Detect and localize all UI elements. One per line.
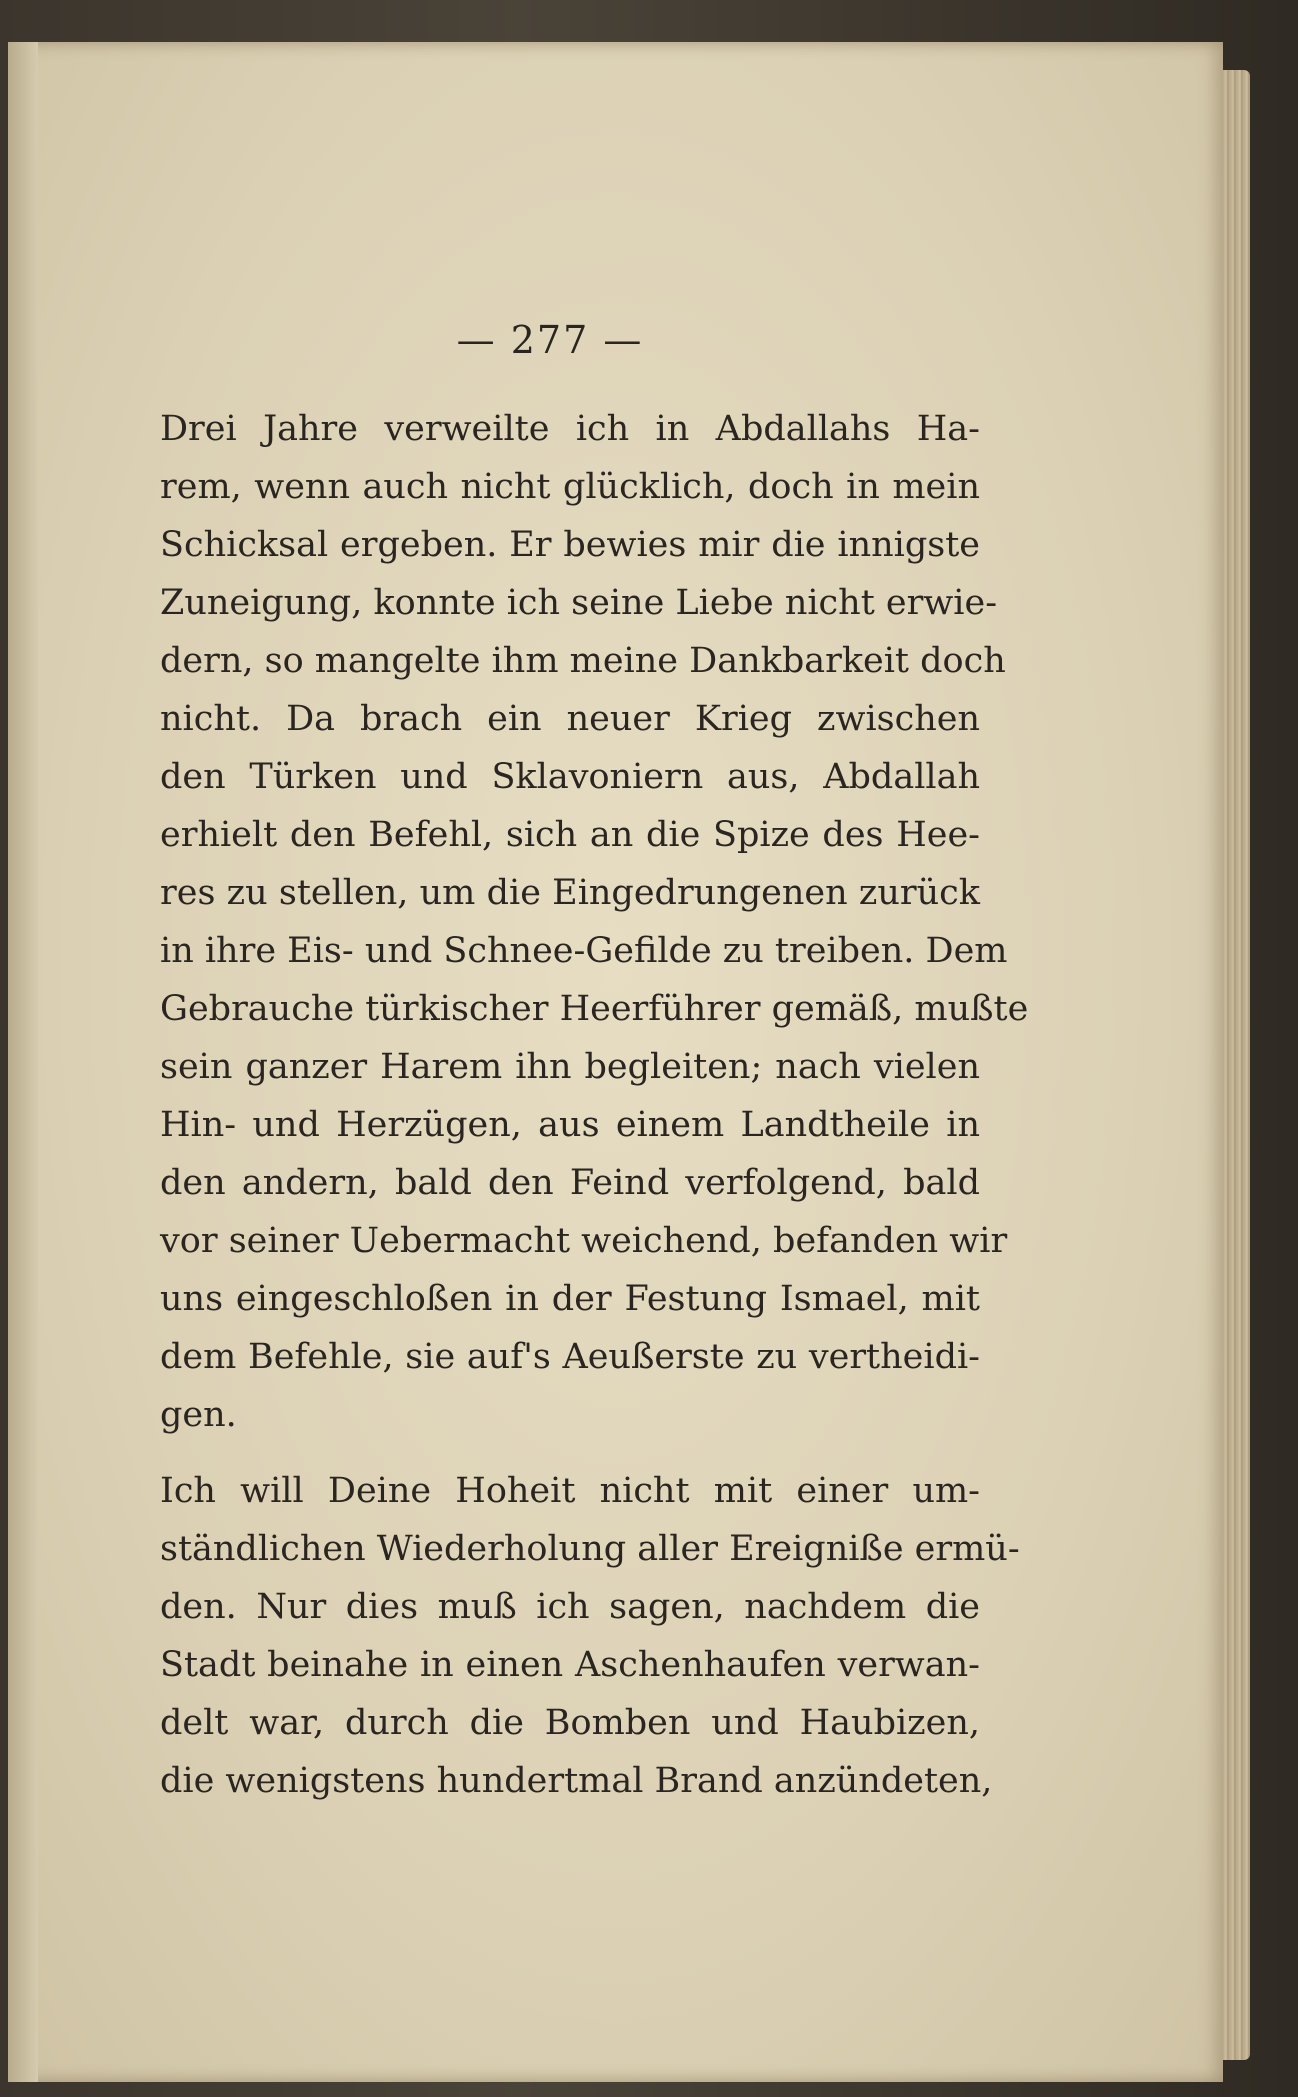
text-line: dern, so mangelte ihm meine Dankbarkeit doch [160, 641, 1006, 681]
page-number: — 277 — [456, 318, 644, 362]
text-line: Gebrauche türkischer Heerführer gemäß, mußte [160, 989, 1029, 1029]
text-line: Stadt beinahe in einen Aschenhaufen verwan- [160, 1645, 980, 1685]
paragraph-gap [160, 1444, 980, 1462]
text-line: res zu stellen, um die Eingedrungenen zurück [160, 873, 980, 913]
text-line: Ich will Deine Hoheit nicht mit einer um- [160, 1471, 980, 1511]
text-line: dem Befehle, sie auf's Aeußerste zu vertheidi- [160, 1337, 980, 1377]
paragraph-2 [160, 1462, 1020, 1810]
text-line: gen. [160, 1395, 237, 1435]
text-line: in ihre Eis- und Schnee-Gefilde zu treiben. Dem [160, 931, 1008, 971]
text-line: vor seiner Uebermacht weichend, befanden wir [160, 1221, 1008, 1261]
text-line: erhielt den Befehl, sich an die Spize des Hee- [160, 815, 980, 855]
text-line: den andern, bald den Feind verfolgend, bald [160, 1163, 980, 1203]
text-line: delt war, durch die Bomben und Haubizen, [160, 1703, 980, 1743]
text-line: Hin- und Herzügen, aus einem Landtheile in [160, 1105, 980, 1145]
text-line: den. Nur dies muß ich sagen, nachdem die [160, 1587, 980, 1627]
text-line: Schicksal ergeben. Er bewies mir die innigste [160, 525, 980, 565]
text-line: ständlichen Wiederholung aller Ereigniße ermü- [160, 1529, 1020, 1569]
text-line: rem, wenn auch nicht glücklich, doch in mein [160, 467, 980, 507]
binding-gutter [8, 42, 38, 2082]
text-line: den Türken und Sklavoniern aus, Abdallah [160, 757, 980, 797]
text-line: nicht. Da brach ein neuer Krieg zwischen [160, 699, 980, 739]
text-line: Drei Jahre verweilte ich in Abdallahs Ha- [160, 409, 980, 449]
paragraph-1 [160, 400, 1029, 1444]
text-line: die wenigstens hundertmal Brand anzündeten, [160, 1761, 993, 1801]
text-block [160, 318, 1029, 1810]
text-line: sein ganzer Harem ihn begleiten; nach vielen [160, 1047, 980, 1087]
text-line: Zuneigung, konnte ich seine Liebe nicht erwie- [160, 583, 998, 623]
text-line: uns eingeschloßen in der Festung Ismael, mit [160, 1279, 980, 1319]
